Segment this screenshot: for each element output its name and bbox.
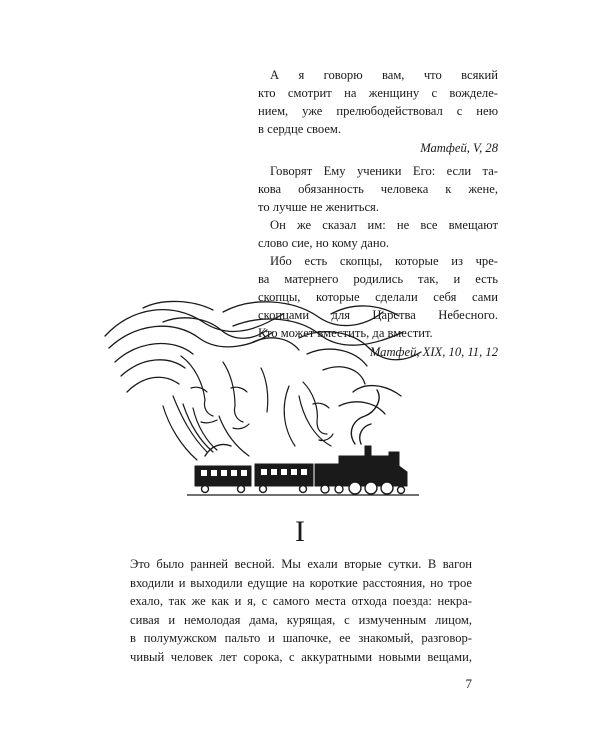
epigraph-line: А я говорю вам, что всякий — [270, 68, 498, 82]
epigraph-line: слово сие, но кому дано. — [258, 236, 390, 250]
epigraph-line: Ибо есть скопцы, которые из чре- — [270, 254, 498, 268]
epigraph-line: Говорят Ему ученики Его: если та- — [270, 164, 498, 178]
body-line: в полумужском пальто и шапочке, ее знакомый, разговор- — [130, 631, 472, 646]
epigraph-citation: Матфей, XIX, 10, 11, 12 — [369, 345, 498, 359]
locomotive-smoke — [205, 390, 379, 456]
body-line: ехало, так же как и я, с самого места отхода поезда: некра- — [130, 594, 472, 609]
smoke-faces-train-illustration — [103, 296, 423, 506]
locomotive — [315, 446, 407, 486]
epigraph-line: Кто может вместить, да вместит. — [258, 326, 433, 340]
epigraph-line: нием, уже прелюбодействовал с нею — [258, 104, 498, 118]
epigraph-line: скопцами для Царства Небесного. — [258, 308, 498, 322]
body-line: чивый человек лет сорока, с аккуратными новыми вещами, — [130, 649, 472, 664]
epigraph-citation: Матфей, V, 28 — [420, 141, 498, 155]
epigraph-line: скопцы, которые сделали себя сами — [258, 290, 498, 304]
body-line: Это было ранней весной. Мы ехали вторые сутки. В вагон — [130, 557, 472, 571]
epigraph-line: кто смотрит на женщину с вожделе- — [258, 86, 498, 100]
body-line: входили и выходили едущие на короткие расстояния, но трое — [130, 575, 472, 590]
epigraph-matthew-5 — [258, 66, 498, 157]
center-face — [219, 362, 268, 456]
left-bearded-face — [163, 356, 217, 460]
epigraph-line: Он же сказал им: не все вмещают — [270, 218, 498, 232]
smoke-swirls — [105, 301, 421, 414]
epigraph-line: ва матернего родились так, и есть — [258, 272, 498, 286]
train — [187, 446, 419, 495]
epigraph-line: то лучше не жениться. — [258, 200, 379, 214]
chapter-numeral: I — [295, 515, 305, 548]
body-text — [130, 555, 472, 667]
woman-face — [284, 382, 333, 446]
epigraph-line: в сердце своем. — [258, 122, 342, 136]
page-number: 7 — [465, 676, 472, 691]
epigraph-line: кова обязанность человека к жене, — [258, 182, 498, 196]
body-line: сивая и немолодая дама, курящая, с измученным лицом, — [130, 612, 472, 627]
